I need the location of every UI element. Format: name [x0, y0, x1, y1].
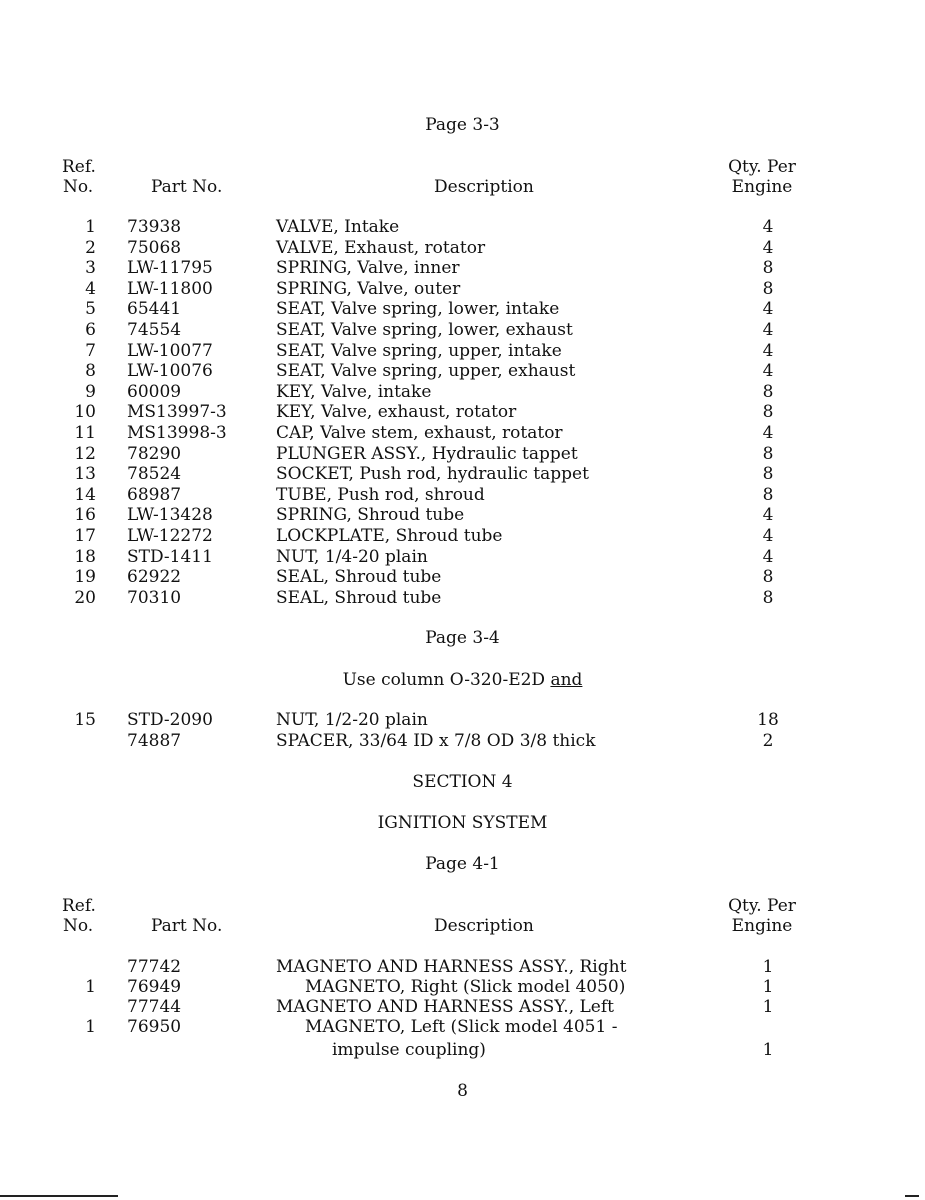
quantity: 4 — [762, 299, 774, 320]
quantity: 1 — [762, 957, 774, 977]
quantity: 4 — [762, 423, 774, 443]
use-column-text: Use column O-320-E2D — [342, 670, 546, 690]
part-no: 76950 — [127, 1017, 182, 1037]
description: MAGNETO AND HARNESS ASSY., Right — [276, 957, 627, 977]
ref-no: 17 — [74, 526, 96, 546]
ref-no: 14 — [74, 484, 96, 505]
part-header: Part No. — [151, 916, 223, 936]
description: SEAT, Valve spring, lower, exhaust — [276, 320, 573, 340]
page-header: Page 3-3 — [425, 115, 500, 135]
quantity: 2 — [762, 731, 774, 751]
quantity: 8 — [762, 464, 774, 485]
part-no: 73938 — [127, 217, 182, 237]
ref-no: 3 — [85, 258, 96, 279]
ref-no: 19 — [74, 567, 96, 588]
part-no: LW-10076 — [127, 361, 213, 382]
page-4-1-heading: Page 4-1 — [425, 854, 500, 874]
description: SPRING, Shroud tube — [276, 505, 465, 526]
page-3-4-heading: Page 3-4 — [425, 628, 500, 648]
description: CAP, Valve stem, exhaust, rotator — [276, 423, 563, 443]
description: SPACER, 33/64 ID x 7/8 OD 3/8 thick — [276, 731, 596, 751]
ref-no: 15 — [74, 710, 96, 730]
quantity: 4 — [762, 526, 774, 546]
description: TUBE, Push rod, shroud — [276, 484, 485, 505]
part-no: 62922 — [127, 567, 182, 588]
ref-no: 12 — [74, 443, 96, 464]
ref-no: 5 — [85, 299, 96, 320]
quantity: 8 — [762, 484, 774, 505]
part-no: 68987 — [127, 484, 182, 505]
part-no: MS13997-3 — [127, 402, 227, 423]
description: KEY, Valve, intake — [276, 381, 432, 402]
ref-no: 8 — [85, 361, 96, 382]
part-no: 60009 — [127, 381, 182, 402]
description: SEAT, Valve spring, upper, exhaust — [276, 361, 576, 382]
ref-no: 18 — [74, 546, 96, 567]
part-no: 78290 — [127, 443, 182, 464]
quantity: 8 — [762, 567, 774, 588]
ref-no: 11 — [74, 423, 96, 443]
description: VALVE, Intake — [276, 217, 400, 237]
description: SEAL, Shroud tube — [276, 567, 442, 588]
quantity: 1 — [762, 977, 774, 997]
description: MAGNETO, Right (Slick model 4050) — [305, 977, 626, 997]
description: VALVE, Exhaust, rotator — [276, 237, 486, 258]
quantity: 8 — [762, 443, 774, 464]
qty-header-line1: Qty. Per — [728, 157, 796, 177]
part-no: LW-10077 — [127, 340, 213, 361]
description: NUT, 1/4-20 plain — [276, 546, 428, 567]
ref-no: 4 — [85, 278, 96, 299]
qty-header-line2: Engine — [731, 177, 793, 197]
description: SEAL, Shroud tube — [276, 587, 442, 608]
quantity: 4 — [762, 237, 774, 258]
description: SEAT, Valve spring, lower, intake — [276, 299, 560, 320]
description: MAGNETO AND HARNESS ASSY., Left — [276, 997, 614, 1017]
description: SPRING, Valve, inner — [276, 258, 460, 279]
ref-no: 1 — [85, 217, 96, 237]
part-no: 77744 — [127, 997, 182, 1017]
ref-no: 7 — [85, 340, 96, 361]
ref-no: 2 — [85, 237, 96, 258]
description-header: Description — [434, 916, 534, 936]
ref-header-line1: Ref. — [62, 157, 96, 177]
part-no: STD-2090 — [127, 710, 213, 730]
description: SEAT, Valve spring, upper, intake — [276, 340, 562, 361]
part-no: 65441 — [127, 299, 182, 320]
quantity: 8 — [762, 258, 774, 279]
ref-no: 10 — [74, 402, 96, 423]
page-number: 8 — [457, 1081, 468, 1101]
ref-no: 9 — [85, 381, 96, 402]
part-no: LW-11795 — [127, 258, 213, 279]
ref-no: 20 — [74, 587, 96, 608]
ref-header-line2: No. — [63, 177, 94, 197]
part-no: LW-11800 — [127, 278, 213, 299]
quantity: 1 — [762, 997, 774, 1017]
ref-no: 1 — [85, 1017, 96, 1037]
quantity: 8 — [762, 381, 774, 402]
ref-no: 1 — [85, 977, 96, 997]
quantity: 4 — [762, 361, 774, 382]
part-no: 74887 — [127, 731, 182, 751]
quantity: 4 — [762, 546, 774, 567]
description: SPRING, Valve, outer — [276, 278, 461, 299]
quantity: 4 — [762, 320, 774, 340]
part-no: STD-1411 — [127, 546, 213, 567]
description-header: Description — [434, 177, 534, 197]
use-column-note — [0, 670, 925, 690]
quantity: 4 — [762, 505, 774, 526]
ref-no: 6 — [85, 320, 96, 340]
description: PLUNGER ASSY., Hydraulic tappet — [276, 443, 578, 464]
ref-no: 16 — [74, 505, 96, 526]
description: MAGNETO, Left (Slick model 4051 - — [305, 1017, 618, 1037]
part-no: 70310 — [127, 587, 182, 608]
ref-header-line1: Ref. — [62, 896, 96, 916]
quantity: 1 — [762, 1040, 774, 1060]
part-no: MS13998-3 — [127, 423, 227, 443]
description: KEY, Valve, exhaust, rotator — [276, 402, 517, 423]
bottom-rule-mark — [905, 1195, 919, 1197]
part-no: LW-13428 — [127, 505, 213, 526]
description: NUT, 1/2-20 plain — [276, 710, 428, 730]
qty-header-line2: Engine — [731, 916, 793, 936]
description: LOCKPLATE, Shroud tube — [276, 526, 503, 546]
ref-header-line2: No. — [63, 916, 94, 936]
part-no: 75068 — [127, 237, 182, 258]
use-column-and: and — [550, 670, 583, 690]
quantity: 4 — [762, 217, 774, 237]
quantity: 8 — [762, 402, 774, 423]
description: impulse coupling) — [332, 1040, 486, 1060]
quantity: 4 — [762, 340, 774, 361]
quantity: 8 — [762, 278, 774, 299]
section-heading: SECTION 4 — [412, 772, 513, 792]
part-header: Part No. — [151, 177, 223, 197]
section-title: IGNITION SYSTEM — [377, 813, 548, 833]
part-no: 78524 — [127, 464, 182, 485]
ref-no: 13 — [74, 464, 96, 485]
qty-header-line1: Qty. Per — [728, 896, 796, 916]
description: SOCKET, Push rod, hydraulic tappet — [276, 464, 589, 485]
quantity: 8 — [762, 587, 774, 608]
part-no: 74554 — [127, 320, 182, 340]
part-no: 77742 — [127, 957, 182, 977]
quantity: 18 — [757, 710, 779, 730]
bottom-rule — [0, 1195, 118, 1197]
part-no: LW-12272 — [127, 526, 213, 546]
part-no: 76949 — [127, 977, 182, 997]
